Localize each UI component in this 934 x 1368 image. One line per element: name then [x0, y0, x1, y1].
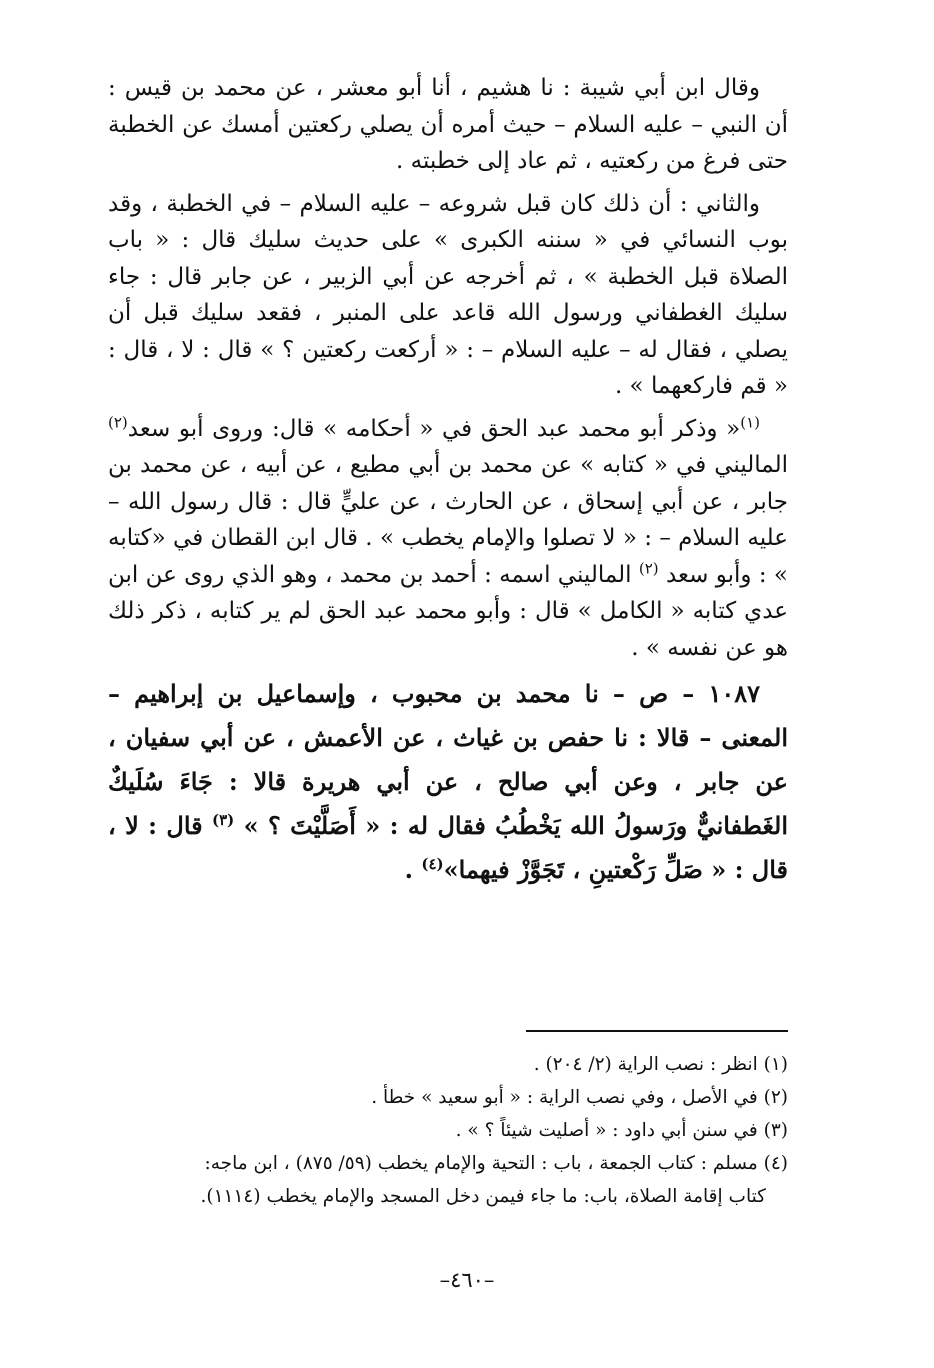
paragraph-second-answer: والثاني : أن ذلك كان قبل شروعه – عليه السلام – في الخطبة ، وقد بوب النسائي في « سننه الكبرى » على حديث سليك قال : « باب الصلاة قبل الخطبة » ، ثم أخرجه عن أبي الزبير ، عن جابر قال : جاء سليك الغطفاني ورسول الله قاعد على المنبر ، فقعد سليك قبل أن يصلي ، فقال له – عليه السلام – : « أركعت ركعتين ؟ » قال : لا ، قال : « قم فاركعهما » .	[108, 190, 788, 399]
footnote-marker: (٢)	[108, 412, 128, 431]
footnotes	[108, 1048, 788, 1213]
footnote-4: (٤) مسلم : كتاب الجمعة ، باب : التحية والإمام يخطب (٥٩/ ٨٧٥) ، ابن ماجه:	[204, 1153, 788, 1174]
footnote-marker: (٣)	[212, 811, 235, 829]
paragraph-abd-al-haqq-quote	[108, 411, 788, 667]
hadith-number: ١٠٨٧	[708, 679, 760, 708]
footnote-divider	[526, 1030, 788, 1032]
page-number: –٤٦٠–	[439, 1268, 495, 1292]
quote-text: الماليني في « كتابه » عن محمد بن أبي مطيع ، عن أبيه ، عن محمد بن جابر ، عن أبي إسحاق ، عن الحارث ، عن عليٍّ قال : قال رسول الله – عليه السلام – : « لا تصلوا والإمام يخطب » . قال ابن القطان في «كتابه » : وأبو سعد	[108, 452, 788, 588]
hadith-text: قال : لا ، قال : « صَلِّ رَكْعتينِ ، تَجَوَّزْ فيهما»	[108, 811, 788, 884]
footnote-marker: (٢)	[638, 558, 659, 577]
footnote-2: (٢) في الأصل ، وفي نصب الراية : « أبو سعيد » خطأ .	[371, 1087, 788, 1108]
hadith-1087	[108, 672, 788, 892]
paragraph-ibn-abi-shayba: وقال ابن أبي شيبة : نا هشيم ، أنا أبو معشر ، عن محمد بن قيس : أن النبي – عليه السلام – حيث أمره أن يصلي ركعتين أمسك عن الخطبة حتى فرغ من ركعتيه ، ثم عاد إلى خطبته .	[108, 75, 788, 174]
quote-text: الماليني اسمه : أحمد بن محمد ، وهو الذي روى عن ابن عدي كتابه « الكامل » قال : وأبو محمد عبد الحق لم ير كتابه ، ذكر ذلك هو عن نفسه » .	[108, 561, 788, 661]
quote-text: « وذكر أبو محمد عبد الحق في « أحكامه » قال: وروى أبو سعد	[127, 415, 741, 442]
hadith-text: – ص – نا محمد بن محبوب ، وإسماعيل بن إبراهيم – المعنى – قالا : نا حفص بن غياث ، عن الأعمش ، عن أبي سفيان ، عن جابر ، وعن أبي صالح ، عن أبي هريرة قالا : جَاءَ سُلَيكٌ الغَطفانيٌّ ورَسولُ الله يَخْطُبُ فقال له : « أَصَلَّيْتَ ؟ »	[108, 679, 789, 840]
hadith-text: .	[404, 855, 422, 884]
page-body	[108, 70, 788, 892]
footnote-marker: (٤)	[421, 855, 444, 873]
footnote-4-continuation: كتاب إقامة الصلاة، باب: ما جاء فيمن دخل المسجد والإمام يخطب (١١١٤).	[200, 1186, 766, 1207]
footnote-marker: (١)	[740, 412, 760, 431]
footnote-1: (١) انظر : نصب الراية (٢/ ٢٠٤) .	[533, 1054, 788, 1075]
footnote-3: (٣) في سنن أبي داود : « أصليت شيئاً ؟ » .	[455, 1120, 788, 1141]
